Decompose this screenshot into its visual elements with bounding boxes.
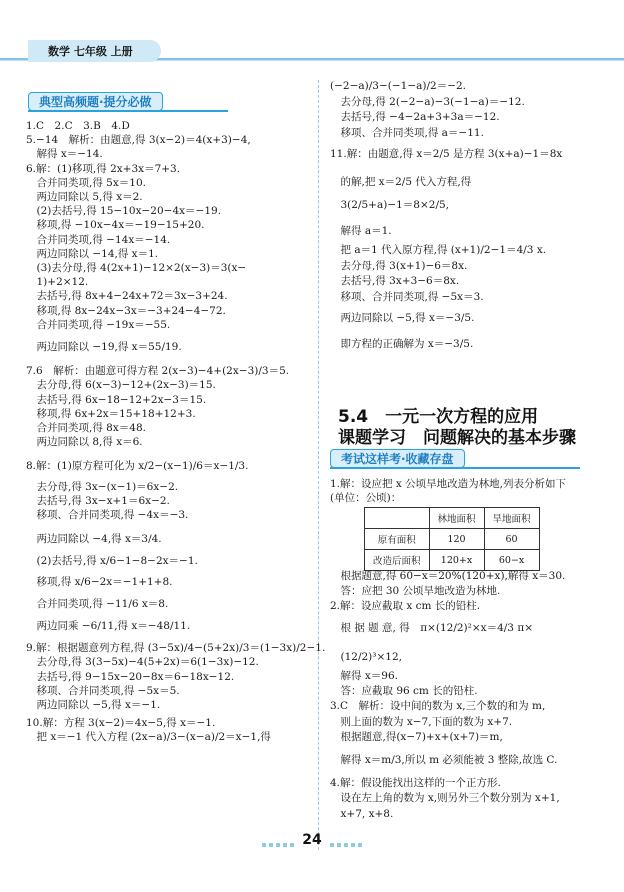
- table-cell: 120: [429, 529, 484, 550]
- column-divider: [318, 80, 319, 850]
- text-line: 设在左上角的数为 x,则另外三个数分别为 x+1,: [330, 792, 560, 805]
- text-line: 两边同除以 −19,得 x＝55/19.: [26, 341, 182, 353]
- table-row: [365, 529, 540, 550]
- text-line: 合并同类项,得 −11/6 x＝8.: [26, 597, 169, 610]
- text-line: x+7, x+8.: [330, 807, 394, 820]
- text-line: 3.C 解析：设中间的数为 x,三个数的和为 m,: [330, 700, 546, 713]
- text-line: 两边同除以 −4,得 x＝3/4.: [26, 533, 162, 546]
- table-cell: 旱地面积: [484, 508, 539, 529]
- text-line: 去括号,得 8x+4−24x+72＝3x−3+24.: [26, 290, 228, 303]
- land-table: [364, 507, 540, 571]
- text-line: 1)+2×12.: [26, 276, 89, 289]
- book-title-tab: [28, 40, 161, 62]
- text-line: 合并同类项,得 −19x＝−55.: [26, 318, 171, 331]
- right-banner: [330, 449, 580, 469]
- text-line: 1.解：设应把 x 公顷旱地改造为林地,列表分析如下: [330, 478, 566, 490]
- text-line: 根据题意,得 60−x＝20%(120+x),解得 x＝30.: [330, 570, 566, 582]
- text-line: 4.解：假设能找出这样的一个正方形.: [330, 777, 501, 790]
- text-line: 去括号,得 −4−2a+3+3a＝−12.: [330, 111, 500, 123]
- text-line: 2.解：设应截取 x cm 长的铅柱.: [330, 600, 481, 613]
- table-cell: 原有面积: [365, 529, 430, 550]
- table-header-row: [365, 508, 540, 529]
- section-number: 5.4 一元一次方程的应用: [338, 407, 539, 427]
- text-line: 把 a＝1 代入原方程,得 (x+1)/2−1＝4/3 x.: [330, 244, 547, 256]
- left-banner-label: 典型高频题·提分必做: [28, 92, 163, 111]
- text-line: 则上面的数为 x−7,下面的数为 x+7.: [330, 715, 513, 728]
- text-line: 移项,得 6x+2x＝15+18+12+3.: [26, 407, 196, 420]
- text-line: 解得 a＝1.: [330, 224, 392, 237]
- text-line: 把 x＝−1 代入方程 (2x−a)/3−(x−a)/2＝x−1,得: [26, 731, 271, 744]
- text-line: 两边同除以 8,得 x＝6.: [26, 436, 143, 449]
- table-cell: [365, 508, 430, 529]
- footer-dots-right: [330, 838, 365, 842]
- text-line: 合并同类项,得 5x＝10.: [26, 176, 146, 189]
- table-cell: 120+x: [429, 550, 484, 571]
- text-line: 去分母,得 3(x+1)−6＝8x.: [330, 259, 468, 272]
- text-line: 两边同除以 −5,得 x＝−1.: [26, 699, 161, 711]
- text-line: (3)去分母,得 4(2x+1)−12×2(x−3)＝3(x−: [26, 262, 247, 274]
- table-cell: 改造后面积: [365, 550, 430, 571]
- text-line: 的解,把 x＝2/5 代入方程,得: [330, 175, 472, 188]
- table-cell: 60−x: [484, 550, 539, 571]
- text-line: (12/2)³×12,: [330, 650, 402, 663]
- table-cell: 60: [484, 529, 539, 550]
- text-line: (−2−a)/3−(−1−a)/2＝−2.: [330, 80, 467, 92]
- text-line: 5.−14 解析：由题意,得 3(x−2)＝4(x+3)−4,: [26, 134, 251, 147]
- text-line: (2)去括号,得 x/6−1−8−2x＝−1.: [26, 555, 198, 568]
- text-line: 8.解：(1)原方程可化为 x/2−(x−1)/6＝x−1/3.: [26, 460, 249, 473]
- text-line: 去分母,得 6(x−3)−12+(2x−3)＝15.: [26, 379, 216, 392]
- text-line: 解得 x＝−14.: [26, 148, 103, 161]
- text-line: (2)去括号,得 15−10x−20−4x＝−19.: [26, 205, 222, 218]
- text-line: 移项、合并同类项,得 −5x＝5.: [26, 684, 180, 697]
- text-line: 10.解：方程 3(x−2)＝4x−5,得 x＝−1.: [26, 717, 216, 730]
- text-line: 3(2/5+a)−1＝8×2/5,: [330, 199, 450, 211]
- text-line: (单位：公顷)：: [330, 492, 402, 504]
- text-line: 根据题意,得(x−7)+x+(x+7)＝m,: [330, 730, 503, 743]
- text-line: 根 据 题 意, 得 π×(12/2)²×x＝4/3 π×: [330, 621, 534, 634]
- text-line: 答：应截取 96 cm 长的铅柱.: [330, 685, 478, 698]
- page-number: 24: [302, 832, 322, 848]
- text-line: 9.解：根据题意列方程,得 (3−5x)/4−(5+2x)/3＝(1−3x)/2−1.: [26, 642, 326, 655]
- text-line: 移项、合并同类项,得 −4x＝−3.: [26, 509, 189, 521]
- book-title: 数学 七年级 上册: [48, 45, 133, 58]
- text-line: 合并同类项,得 8x＝48.: [26, 422, 146, 434]
- text-line: 两边同除以 −5,得 x＝−3/5.: [330, 312, 475, 324]
- left-banner: [28, 92, 228, 112]
- text-line: 即方程的正确解为 x＝−3/5.: [330, 337, 474, 350]
- text-line: 两边同乘 −6/11,得 x＝−48/11.: [26, 620, 191, 632]
- text-line: 移项,得 −10x−4x＝−19−15+20.: [26, 219, 205, 232]
- text-line: 6.解：(1)移项,得 2x+3x＝7+3.: [26, 162, 181, 175]
- text-line: 移项、合并同类项,得 a＝−11.: [330, 126, 484, 139]
- text-line: 7.6 解析：由题意可得方程 2(x−3)−4+(2x−3)/3＝5.: [26, 365, 290, 378]
- text-line: 1.C 2.C 3.B 4.D: [26, 120, 130, 132]
- text-line: 移项,得 x/6−2x＝−1+1+8.: [26, 575, 173, 588]
- text-line: 合并同类项,得 −14x＝−14.: [26, 233, 171, 246]
- section-subtitle: 课题学习 问题解决的基本步骤: [338, 428, 576, 448]
- text-line: 11.解：由题意,得 x＝2/5 是方程 3(x+a)−1＝8x: [330, 148, 563, 160]
- text-line: 答：应把 30 公顷旱地改造为林地.: [330, 585, 501, 598]
- text-line: 去括号,得 3x−x+1＝6x−2.: [26, 494, 170, 507]
- text-line: 去分母,得 3(3−5x)−4(5+2x)＝6(1−3x)−12.: [26, 656, 259, 669]
- text-line: 去括号,得 9−15x−20−8x＝6−18x−12.: [26, 670, 235, 683]
- table-row: [365, 550, 540, 571]
- text-line: 移项,得 8x−24x−3x＝−3+24−4−72.: [26, 304, 226, 317]
- right-banner-label: 考试这样考·收藏存盘: [330, 449, 465, 468]
- text-line: 移项、合并同类项,得 −5x＝3.: [330, 290, 484, 303]
- text-line: 去括号,得 6x−18−12+2x−3＝15.: [26, 393, 207, 406]
- text-line: 去分母,得 2(−2−a)−3(−1−a)＝−12.: [330, 95, 525, 108]
- text-line: 去括号,得 3x+3−6＝8x.: [330, 275, 460, 287]
- text-line: 两边同除以 −14,得 x＝1.: [26, 247, 159, 260]
- text-line: 解得 x＝96.: [330, 670, 398, 682]
- text-line: 两边同除以 5,得 x＝2.: [26, 191, 143, 203]
- table-cell: 林地面积: [429, 508, 484, 529]
- text-line: 解得 x＝m/3,所以 m 必须能被 3 整除,故选 C.: [330, 754, 558, 766]
- text-line: 去分母,得 3x−(x−1)＝6x−2.: [26, 480, 179, 493]
